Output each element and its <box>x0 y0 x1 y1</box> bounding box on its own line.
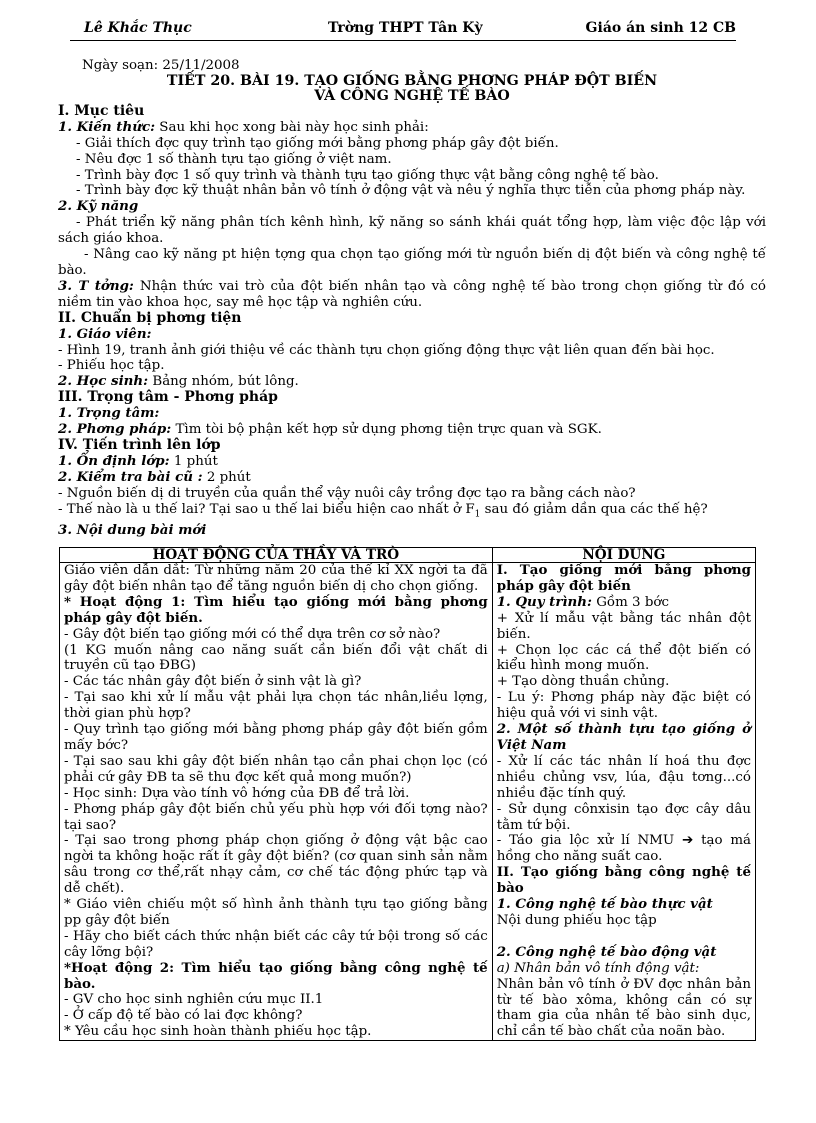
list-item: - Tại sao khi xử lí mẫu vật phải lựa chọn tác nhân,liều lợng, thời gian phù hợp? <box>64 690 488 722</box>
list-item: - Gây đột biến tạo giống mới có thể dựa trên cơ sở nào? <box>64 626 441 642</box>
process-text: Gồm 3 bớc <box>591 594 669 610</box>
new-lesson-line <box>58 523 766 539</box>
method-label: 2. Phơng pháp: <box>58 421 172 438</box>
list-item: - Tại sao sau khi gây đột biến nhân tạo cần phai chọn lọc (có phải cứ gây ĐB ta sẽ thu đợc kết quả mong muốn?) <box>64 753 488 785</box>
list-item: - Ở cấp độ tế bào có lai đợc không? <box>64 1008 303 1024</box>
list-item: + Tạo dòng thuần chủng. <box>496 674 670 690</box>
list-item: * Giáo viên chiếu một số hình ảnh thành tựu tạo giống bằng pp gây đột biến <box>64 897 488 928</box>
list-item: - Hãy cho biết cách thức nhận biết các cây tứ bội trong số các cây lỡng bội? <box>64 928 488 960</box>
lesson-title-line2: VÀ CÔNG NGHỆ TẾ BÀO <box>314 87 510 104</box>
skills-item: - Phát triển kỹ năng phân tích kênh hình, kỹ năng so sánh khái quát tổng hợp, làm việc độc lập với sách giáo khoa. <box>58 215 766 247</box>
list-item: Nội dung phiếu học tập <box>496 912 657 928</box>
col-activities-header: HOẠT ĐỘNG CỦA THẦY VÀ TRÒ <box>60 548 493 563</box>
activity-2-heading: *Hoạt động 2: Tìm hiểu tạo giống bằng công nghệ tế bào. <box>64 959 488 992</box>
knowledge-line <box>58 120 766 136</box>
check-label: 2. Kiểm tra bài cũ : <box>58 468 203 485</box>
list-item: - Học sinh: Dựa vào tính vô hớng của ĐB để trả lời. <box>64 785 410 801</box>
knowledge-text: Sau khi học xong bài này học sinh phải: <box>155 119 429 135</box>
content-heading-1: I. Tạo giống mới bằng phơng pháp gây đột biến <box>496 562 751 594</box>
attitude-label: 3. T tởng: <box>58 277 134 294</box>
focus-label: 1. Trọng tâm: <box>58 405 160 422</box>
focus-line <box>58 406 766 422</box>
teacher-label: 1. Giáo viên: <box>58 325 152 342</box>
list-item: - GV cho học sinh nghiên cứu mục II.1 <box>64 992 324 1008</box>
process-line <box>497 595 751 611</box>
table-row <box>60 563 756 1041</box>
skills-line <box>58 199 766 215</box>
section-preparation-heading: II. Chuẩn bị phơng tiện <box>58 309 242 326</box>
attitude-text: Nhận thức vai trò của đột biến nhân tạo và công nghệ tế bào trong chọn giống từ đó có niềm tin vào khoa học, say mê học tập và nghiên cứu. <box>58 278 766 310</box>
knowledge-item: - Nêu đợc 1 số thành tựu tạo giống ở việt nam. <box>76 151 392 167</box>
stabilize-text: 1 phút <box>169 453 218 469</box>
attitude-line <box>58 279 766 311</box>
list-item: - Xử lí các tác nhân lí hoá thu đợc nhiều chủng vsv, lúa, đậu tơng...có nhiều đặc tính quý. <box>496 753 751 801</box>
header-subject: Giáo án sinh 12 CB <box>585 20 736 36</box>
skills-item: - Nâng cao kỹ năng pt hiện tợng qua chọn tạo giống mới từ nguồn biến dị đột biến và công nghệ tế bào. <box>58 247 766 278</box>
list-item: - Sử dụng cônxisin tạo đợc cây dâu tằm tứ bội. <box>496 801 751 833</box>
arrow-right-icon: ➔ <box>682 833 694 849</box>
skills-label: 2. Kỹ năng <box>58 198 139 215</box>
check-question-text: sau đó giảm dần qua các thế hệ? <box>480 501 708 517</box>
document-body <box>58 58 766 539</box>
list-item: + Chọn lọc các cá thể đột biến có kiểu hình mong muốn. <box>496 642 751 674</box>
method-text: Tìm tòi bộ phận kết hợp sử dụng phơng tiện trực quan và SGK. <box>171 422 602 438</box>
animal-cell-heading: 2. Công nghệ tế bào động vật <box>496 943 717 960</box>
activity-table <box>59 547 756 1041</box>
check-line <box>58 470 766 486</box>
col-content-header: NỘI DUNG <box>492 548 755 563</box>
method-line <box>58 422 766 438</box>
list-item: - Tại sao trong phơng pháp chọn giống ở động vật bậc cao ngời ta không hoặc rất ít gây đột biến? (cơ quan sinh sản nằm sâu trong cơ thể,rất nhạy cảm, cơ chế tác động phức tạp và dễ chết). <box>64 833 488 897</box>
teacher-item: - Phiếu học tập. <box>58 358 165 374</box>
list-item-text: tạo má hồng cho năng suất cao. <box>496 833 751 865</box>
list-item: + Xử lí mẫu vật bằng tác nhân đột biến. <box>496 610 751 642</box>
knowledge-item: - Giải thích đợc quy trình tạo giống mới bằng phơng pháp gây đột biến. <box>76 135 559 151</box>
list-item: - Phơng pháp gây đột biến chủ yếu phù hợp với đối tợng nào? tại sao? <box>64 801 488 833</box>
knowledge-item: - Trình bày đợc 1 số quy trình và thành tựu tạo giống thực vật bằng công nghệ tế bào. <box>76 167 659 183</box>
list-item: - Lu ý: Phơng pháp này đặc biệt có hiệu quả với vi sinh vật. <box>496 690 751 722</box>
achievements-heading: 2. Một số thành tựu tạo giống ở Việt Nam <box>496 721 751 753</box>
cloning-heading: a) Nhân bản vô tính động vật: <box>496 960 700 976</box>
check-question: - Nguồn biến dị di truyền của quần thể vậy nuôi cây trồng đợc tạo ra bằng cách nào? <box>58 485 636 501</box>
check-text: 2 phút <box>202 469 251 485</box>
new-lesson-label: 3. Nội dung bài mới <box>58 522 207 539</box>
student-line <box>58 374 766 390</box>
list-item: Giáo viên dẫn dắt: Từ những năm 20 của thế kỉ XX ngời ta đã gây đột biến nhân tạo để tăng nguồn biến dị cho chọn giống. <box>64 563 488 594</box>
content-cell <box>492 563 755 1041</box>
header-rule <box>70 40 736 41</box>
section-procedure-heading: IV. Tiến trình lên lớp <box>58 436 221 453</box>
content-heading-2: II. Tạo giống bằng công nghệ tế bào <box>496 864 751 897</box>
list-item-text: - Táo gia lộc xử lí NMU <box>496 833 675 849</box>
lesson-title <box>58 74 766 104</box>
plant-cell-heading: 1. Công nghệ tế bào thực vật <box>496 896 713 913</box>
header-author: Lê Khắc Thục <box>84 20 192 36</box>
teacher-item: - Hình 19, tranh ảnh giới thiệu về các thành tựu chọn giống động thực vật liên quan đến bài học. <box>58 342 715 358</box>
check-question <box>58 502 766 524</box>
stabilize-line <box>58 454 766 470</box>
check-question-text: - Thế nào là u thế lai? Tại sao u thế lai biểu hiện cao nhất ở F <box>58 501 475 517</box>
prep-date: Ngày soạn: 25/11/2008 <box>82 58 240 73</box>
list-item: Nhân bản vô tính ở ĐV đợc nhân bản từ tế bào xôma, không cần có sự tham gia của nhân tế bào sinh dục, chỉ cần tế bào chất của noãn bào. <box>496 976 751 1040</box>
table-header-row <box>60 548 756 563</box>
spacer <box>497 929 751 945</box>
activities-cell <box>60 563 493 1041</box>
list-item <box>497 833 751 865</box>
student-text: Bảng nhóm, bút lông. <box>148 374 299 390</box>
list-item: * Yêu cầu học sinh hoàn thành phiếu học tập. <box>64 1024 372 1040</box>
lesson-title-line1: TIẾT 20. BÀI 19. TẠO GIỐNG BẰNG PHƠNG PHÁP ĐỘT BIẾN <box>166 72 658 89</box>
stabilize-label: 1. Ổn định lớp: <box>58 452 170 469</box>
knowledge-label: 1. Kiến thức: <box>58 118 156 135</box>
process-label: 1. Quy trình: <box>496 593 592 610</box>
section-focus-heading: III. Trọng tâm - Phơng pháp <box>58 389 278 406</box>
activity-1-heading: * Hoạt động 1: Tìm hiểu tạo giống mới bằng phơng pháp gây đột biến. <box>64 593 488 626</box>
list-item: - Quy trình tạo giống mới bằng phơng pháp gây đột biến gồm mấy bớc? <box>64 722 488 753</box>
knowledge-item: - Trình bày đợc kỹ thuật nhân bản vô tính ở động vật và nêu ý nghĩa thực tiễn của phơng pháp này. <box>76 183 746 199</box>
subscript-1: 1 <box>474 509 481 520</box>
list-item: (1 KG muốn nâng cao năng suất cần biến đổi vật chất di truyền cũ tạo ĐBG) <box>64 642 488 674</box>
teacher-line <box>58 327 766 343</box>
list-item: - Các tác nhân gây đột biến ở sinh vật là gì? <box>64 674 362 690</box>
page-header <box>70 20 736 42</box>
section-objectives-heading: I. Mục tiêu <box>58 102 145 119</box>
header-school: Trờng THPT Tân Kỳ <box>328 20 483 36</box>
student-label: 2. Học sinh: <box>58 373 149 390</box>
